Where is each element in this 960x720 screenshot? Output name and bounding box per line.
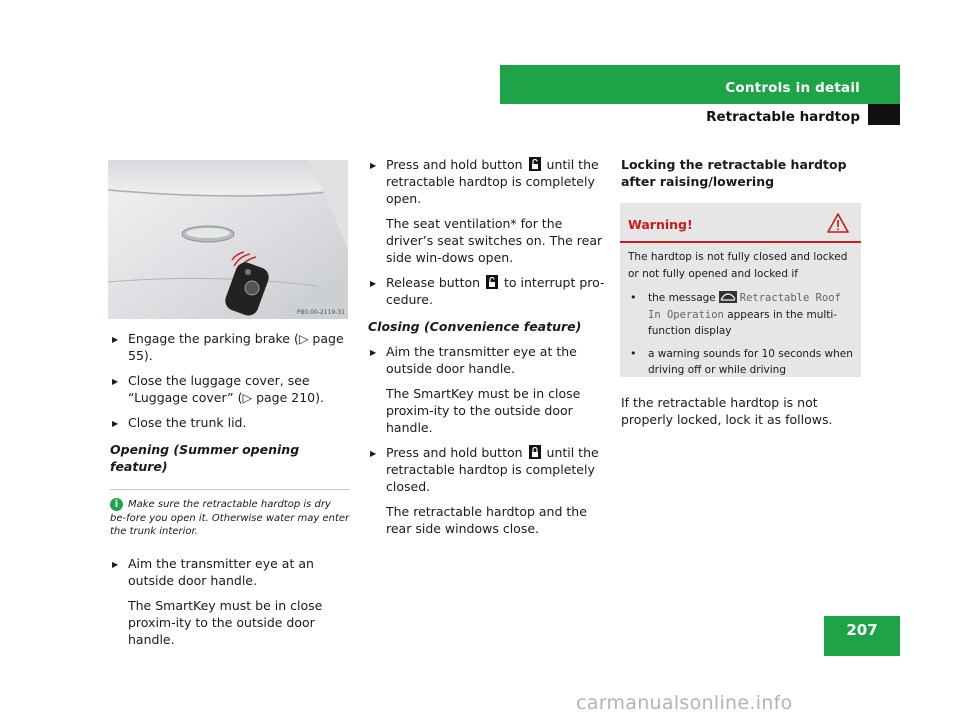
photo-code: P80.00-2119-31 — [296, 309, 345, 316]
smartkey-proximity-text: The SmartKey must be in close proxim-ity to the outside door handle. — [128, 597, 323, 647]
locking-heading: Locking the retractable hardtop after raising/lowering — [621, 157, 847, 189]
unlock-button-icon — [529, 157, 541, 171]
info-icon: i — [110, 498, 123, 511]
ventilation-text: The seat ventilation* for the driver’s seat switches on. The rear side win-dows open. — [386, 216, 603, 265]
warning-bullet-message-b: appears in the multi-function display — [648, 308, 838, 337]
watermark-url: carmanualsonline.info — [576, 692, 793, 714]
step-trunk-lid: ▶ Close the trunk lid. — [110, 414, 350, 431]
warning-body — [620, 243, 861, 379]
column-1 — [110, 330, 350, 656]
info-note-text: Make sure the retractable hardtop is dry be-fore you open it. Otherwise water may enter the trunk interior. — [110, 499, 350, 537]
step-press-close-a: Press and hold button — [386, 445, 523, 460]
step-press-open — [368, 156, 608, 207]
warning-bullet-message-a: the message — [648, 292, 716, 304]
step-release — [368, 274, 608, 308]
convertible-roof-icon — [719, 291, 737, 303]
column-3 — [621, 156, 861, 200]
car-door-illustration — [108, 160, 348, 319]
warning-bullet-message — [628, 290, 853, 340]
warning-box — [620, 203, 861, 377]
warning-title: Warning! — [628, 217, 693, 232]
warning-header — [620, 203, 861, 243]
header-tab-marker — [868, 104, 900, 125]
step-press-open-a: Press and hold button — [386, 157, 523, 172]
closing-heading: Closing (Convenience feature) — [368, 319, 582, 334]
warning-bullet-sound: • a warning sounds for 10 seconds when driving off or while driving — [628, 346, 853, 379]
unlock-button-icon — [486, 275, 498, 289]
column-2 — [368, 156, 608, 545]
info-note — [110, 489, 350, 539]
step-aim-closing: ▶ Aim the transmitter eye at the outside door handle. — [368, 343, 608, 377]
section-title: Controls in detail — [725, 80, 860, 96]
step-press-close — [368, 444, 608, 495]
step-release-a: Release button — [386, 275, 481, 290]
lock-instruction-text: If the retractable hardtop is not properly locked, lock it as follows. — [621, 395, 833, 427]
step-press-open-b: until the retractable hardtop is completely open. — [386, 157, 599, 206]
step-release-b: to interrupt pro-cedure. — [386, 275, 605, 307]
page-number: 207 — [824, 616, 900, 656]
step-aim-transmitter: ▶ Aim the transmitter eye at an outside door handle. — [110, 555, 350, 589]
step-press-close-b: until the retractable hardtop is completely closed. — [386, 445, 599, 494]
subsection-title: Retractable hardtop — [706, 109, 860, 125]
opening-heading: Opening (Summer opening feature) — [110, 442, 300, 474]
warning-intro: The hardtop is not fully closed and locked or not fully opened and locked if — [628, 251, 848, 280]
lock-button-icon — [529, 445, 541, 459]
warning-display-message: Retractable Roof In Operation — [648, 292, 841, 321]
windows-close-text: The retractable hardtop and the rear side windows close. — [386, 504, 587, 536]
smartkey-proximity-text-2: The SmartKey must be in close proxim-ity to the outside door handle. — [386, 386, 581, 435]
smartkey-door-photo — [108, 160, 348, 319]
step-parking-brake: ▶ Engage the parking brake (▷ page 55). — [110, 330, 350, 364]
step-luggage-cover: ▶ Close the luggage cover, see “Luggage cover” (▷ page 210). — [110, 372, 350, 406]
warning-triangle-icon — [827, 212, 849, 234]
